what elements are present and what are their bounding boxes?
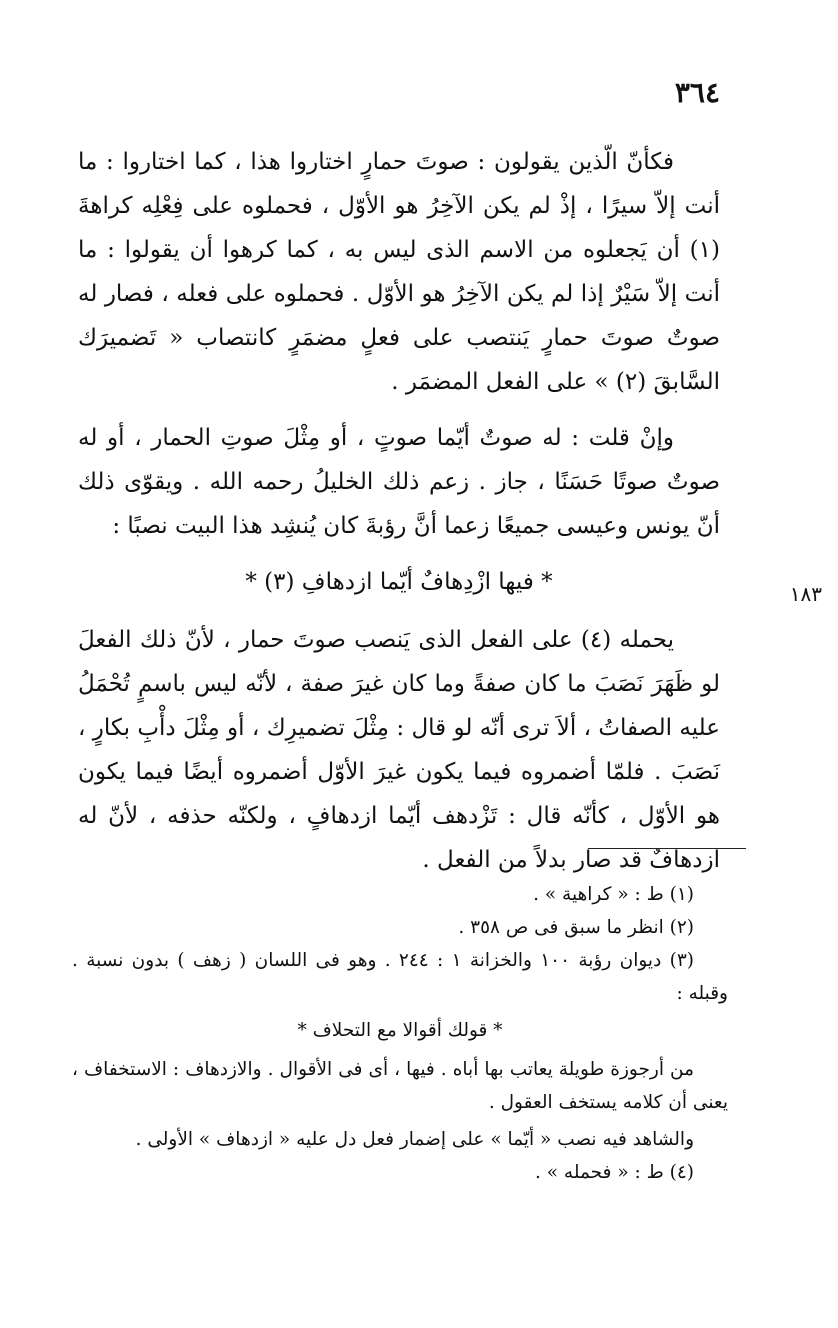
main-text-body — [78, 140, 720, 894]
verse-line: * فيها ازْدِهافٌ أيّما ازدهافِ (٣) * — [245, 569, 553, 595]
footnote-3-explanation: من أرجوزة طويلة يعاتب بها أباه . فيها ، أى فى الأقوال . والازدهاف : الاستخفاف ، يعنى أن كلامه يستخف العقول . — [72, 1059, 728, 1113]
paragraph-2: وإنْ قلت : له صوتٌ أيّما صوتٍ ، أو مِثْلَ صوتِ الحمار ، أو له صوتٌ صوتًا حَسَنًا ، جاز . زعم ذلك الخليلُ رحمه الله . ويقوّى ذلك أنّ يونس وعيسى جميعًا زعما أنَّ رؤبةَ كان يُنشِد هذا البيت نصبًا : — [78, 425, 720, 539]
paragraph-1: فكأنّ الّذين يقولون : صوتَ حمارٍ اختاروا هذا ، كما اختاروا : ما أنت إلاّ سيرًا ، إذْ لم يكن الآخِرُ هو الأوّل ، فحملوه على فِعْلِه كراهةَ (١) أن يَجعلوه من الاسم الذى ليس به ، كما كرهوا أن يقولوا : ما أنت إلاّ سَيْرٌ إذا لم يكن الآخِرُ هو الأوّل . فحملوه على فعله ، فصار له صوتٌ صوتَ حمارٍ يَنتصب على فعلٍ مضمَرٍ كانتصاب « تَضميرَك السَّابقَ (٢) » على الفعل المضمَر . — [78, 149, 720, 395]
footnote-1: (١) ط : « كراهية » . — [533, 884, 694, 905]
paragraph-3: يحمله (٤) على الفعل الذى يَنصب صوتَ حمار ، لأنّ ذلك الفعلَ لو ظَهَرَ نَصَبَ ما كان صفةً وما كان غيرَ صفة ، لأنّه ليس باسمٍ تُحْمَلُ عليه الصفاتُ ، ألاَ ترى أنّه لو قال : مِثْلَ تضميرِك ، أو مِثْلَ دأْبِ بكارٍ ، نَصَبَ . فلمّا أضمروه فيما يكون غيرَ الأوّل أضمروه أيضًا فيما يكون هو الأوّل ، كأنّه قال : تَزْدهف أيّما ازدهافٍ ، ولكنّه حذفه ، لأنّ له ازدهافٌ قد صار بدلاً من الفعل . — [78, 627, 720, 873]
footnote-3-verse: * قولك أقوالا مع التحلاف * — [297, 1020, 503, 1041]
footnote-separator — [588, 848, 746, 849]
footnote-2: (٢) انظر ما سبق فى ص ٣٥٨ . — [458, 917, 694, 938]
page-number: ٣٦٤ — [674, 76, 720, 109]
footnote-3: (٣) ديوان رؤبة ١٠٠ والخزانة ١ : ٢٤٤ . وهو فى اللسان ( زهف ) بدون نسبة . وقبله : — [72, 950, 728, 1004]
footnote-3-shahid: والشاهد فيه نصب « أيّما » على إضمار فعل دل عليه « ازدهاف » الأولى . — [135, 1129, 694, 1150]
footnote-4: (٤) ط : « فحمله » . — [534, 1162, 694, 1183]
margin-reference-number: ١٨٣ — [789, 582, 822, 606]
footnotes — [72, 878, 728, 1189]
